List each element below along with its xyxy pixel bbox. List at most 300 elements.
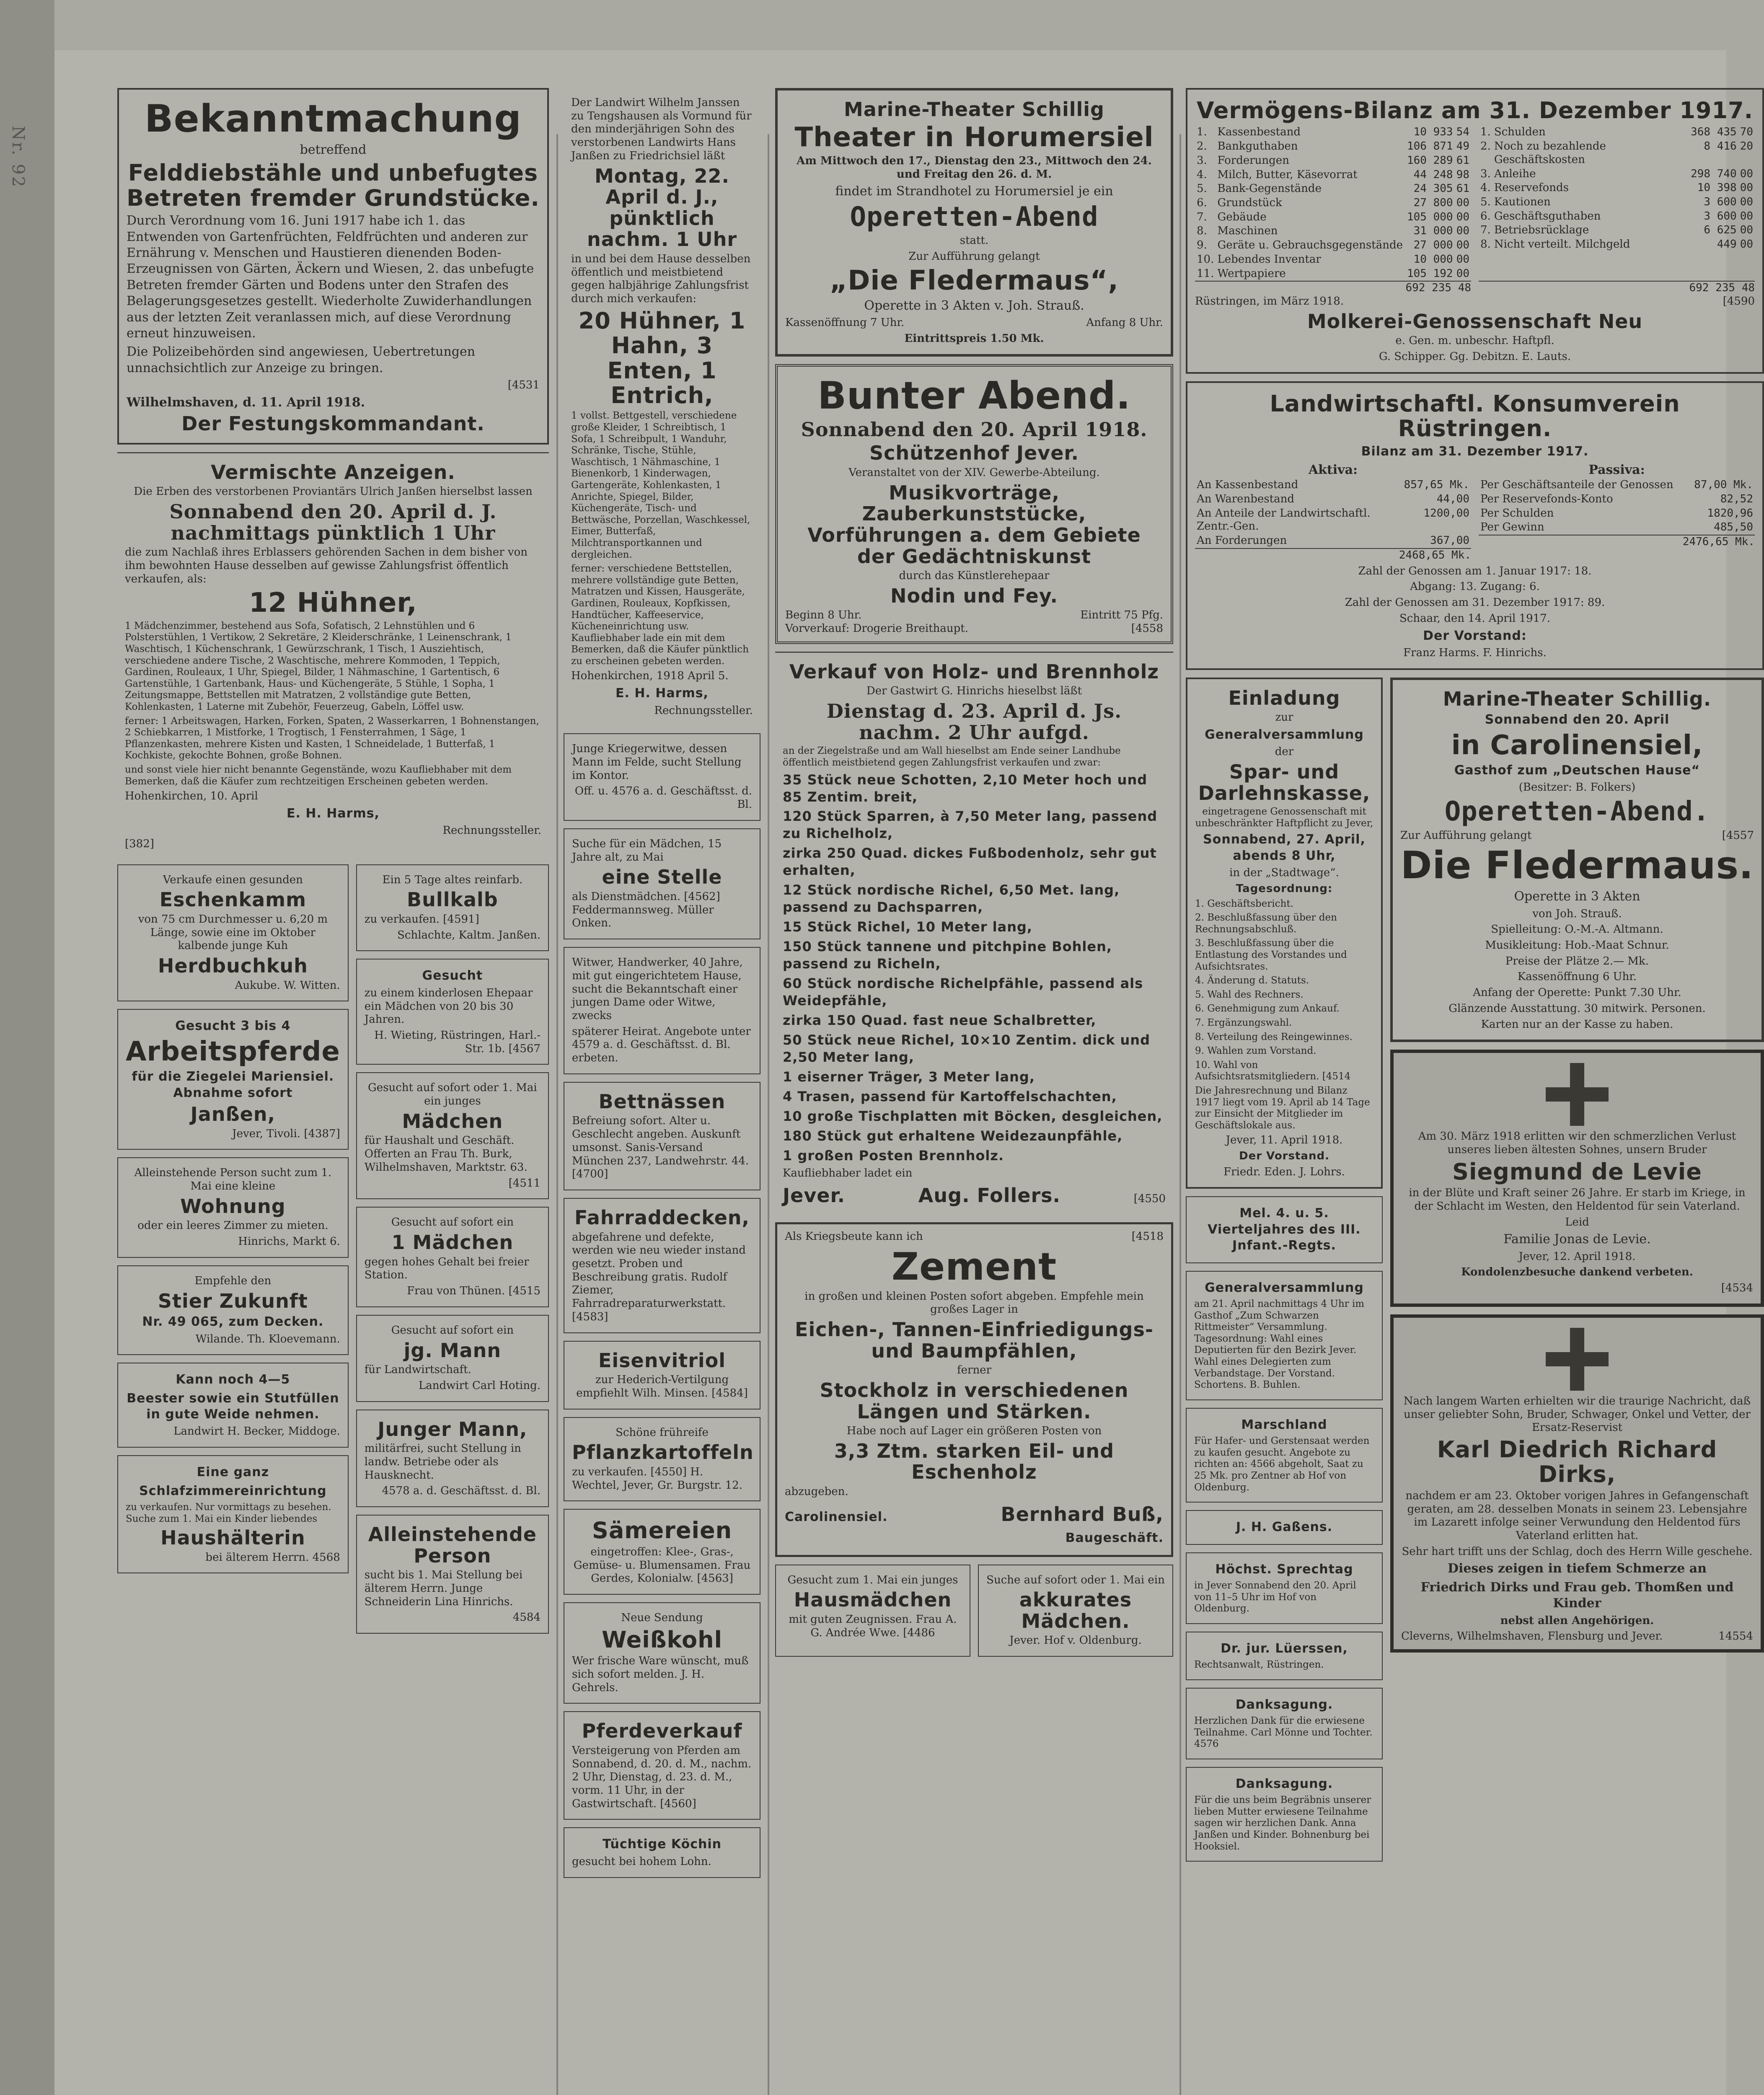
iron-cross-icon (1546, 1063, 1609, 1126)
ad-headline: Junger Mann, (378, 1417, 528, 1441)
ad-desc: in Jever Sonnabend den 20. April von 11–5 Uhr im Hof von Oldenburg. (1194, 1580, 1356, 1614)
table-cell: 00 (1456, 196, 1469, 209)
zement-h2: Stockholz in verschiedenen Längen und Stärken. (820, 1379, 1129, 1423)
table-cell: 3. (1197, 154, 1207, 167)
table-cell: 367,00 (1430, 534, 1469, 547)
table-row (1195, 534, 1471, 548)
small-ad (356, 1515, 549, 1634)
ad-desc: zu verkaufen. [4550] H. Wechtel, Jever, Gr. Burgstr. 12. (572, 1465, 742, 1492)
agenda-item: 5. Wahl des Rechners. (1195, 989, 1304, 1000)
konsum-board: Der Vorstand: (1423, 628, 1527, 643)
table-cell: 70 (1740, 126, 1753, 139)
bunter-org: Veranstaltet von der XIV. Gewerbe-Abteilung. (848, 466, 1100, 479)
bilanz-org-2: e. Gen. m. unbeschr. Haftpfl. (1395, 334, 1554, 347)
einladung-note: Die Jahresrechnung und Bilanz 1917 liegt vom 19. April ab 14 Tage zur Einsicht der Mitglieder im Geschäftslokale aus. (1195, 1085, 1370, 1131)
konsum-line-1: Zahl der Genossen am 1. Januar 1917: 18. (1358, 564, 1592, 577)
agenda-item: 9. Wahlen zum Vorstand. (1195, 1045, 1317, 1057)
table-cell: 61 (1456, 182, 1469, 195)
bunter-title: Bunter Abend. (817, 373, 1131, 418)
death2-num: 14554 (1718, 1630, 1753, 1643)
ad-name: H. Wieting, Rüstringen, Harl.-Str. 1b. [4567 (374, 1029, 541, 1055)
table-cell: 10. (1197, 253, 1214, 266)
zement-d3: Habe noch auf Lager ein größeren Posten von (846, 1425, 1102, 1438)
ad-headline: jg. Mann (403, 1339, 502, 1362)
holz-verkauf-ad (775, 652, 1173, 1215)
auction-intro-2: die zum Nachlaß ihres Erblassers gehörenden Sachen in dem bisher von ihm bewohnten Hause desselben auf gewisse Zahlungsfrist öffentlich verkaufen, als: (125, 546, 528, 585)
holz-intro: Der Gastwirt G. Hinrichs hieselbst läßt (866, 685, 1082, 698)
konsumverein-bilanz (1186, 381, 1764, 670)
col4-small-ads (1186, 1196, 1383, 1862)
table-cell: Betriebsrücklage (1494, 224, 1589, 237)
table-cell: Per Reservefonds-Konto (1480, 493, 1613, 506)
section-title: Vermischte Anzeigen. (211, 460, 455, 484)
vermoegens-bilanz (1186, 88, 1764, 374)
holz-num: [4550 (1133, 1192, 1166, 1205)
theater-horumersiel-ad (775, 88, 1173, 357)
ad-text: Gesucht auf sofort oder 1. Mai ein junges (368, 1081, 537, 1108)
auction-date: Sonnabend den 20. April d. J. nachmittags pünktlich 1 Uhr (169, 500, 497, 544)
marine-by: von Joh. Strauß. (1532, 907, 1622, 920)
marine-perf: Zur Aufführung gelangt (1400, 829, 1532, 842)
ad-headline: Montag, 22. April d. J., pünktlich nachm. 1 Uhr (587, 164, 737, 251)
ad-text: Suche für ein Mädchen, 15 Jahre alt, zu Mai (572, 837, 722, 864)
einladung-sub2: Generalversammlung (1205, 727, 1364, 742)
ad-desc: Befreiung sofort. Alter u. Geschlecht angeben. Auskunft umsonst. Sanis-Versand München 237, Landwehrstr. 44. [4700] (572, 1115, 749, 1181)
einladung-der: der (1275, 745, 1294, 758)
small-ad (117, 864, 349, 1002)
zement-sign: Bernhard Buß, (1001, 1503, 1164, 1526)
agenda-item: 7. Ergänzungswahl. (1195, 1017, 1292, 1028)
konsum-tables (1195, 462, 1755, 562)
ad-name: Landwirt Carl Hoting. (418, 1379, 541, 1392)
auction-hens: 12 Hühner, (249, 587, 417, 619)
ad-desc: späterer Heirat. Angebote unter 4579 a. d. Geschäftsst. d. Bl. erbeten. (572, 1025, 751, 1065)
ad-desc: in und bei dem Hause desselben öffentlich und meistbietend gegen halbjährige Zahlungsfrist durch mich verkaufen: (571, 252, 751, 305)
marine-num: [4557 (1722, 829, 1754, 842)
small-ad (117, 1363, 349, 1448)
table-row (1195, 125, 1471, 140)
ad-text: Neue Sendung (621, 1611, 703, 1624)
table-cell: Milch, Butter, Käsevorrat (1217, 168, 1358, 181)
table-cell: 7. (1197, 210, 1207, 223)
holz-item: 12 Stück nordische Richel, 6,50 Met. lang, passend zu Dachsparren, (783, 882, 1120, 916)
table-row (1479, 223, 1755, 238)
table-row (1195, 238, 1471, 253)
small-ad (1186, 1688, 1383, 1759)
ad-text: Schöne frühreife (616, 1426, 709, 1439)
ad-name: bei älterem Herrn. 4568 (205, 1551, 340, 1564)
notice-body-2: Die Polizeibehörden sind angewiesen, Uebertretungen unnachsichtlich zur Anzeige zu bringen. (127, 344, 476, 375)
bilanz-place-row (1195, 295, 1755, 308)
table-cell: 2. (1197, 140, 1207, 153)
table-row (1479, 210, 1755, 224)
bilanz-totals (1195, 281, 1755, 295)
bilanz-num: [4590 (1723, 295, 1755, 308)
bilanz-total-right: 692 235 (1689, 282, 1736, 295)
ad-desc: sucht bis 1. Mai Stellung bei älterem Herrn. Junge Schneiderin Lina Hinrichs. (364, 1569, 523, 1608)
small-ad (1186, 1271, 1383, 1400)
ad-desc: für Haushalt und Geschäft. Offerten an Frau Th. Burk, Wilhelmshaven, Marktstr. 63. (364, 1134, 528, 1174)
small-ad (356, 1207, 549, 1307)
table-row (1195, 140, 1471, 154)
ad-name: Wilande. Th. Kloevemann. (195, 1332, 340, 1345)
ad-headline: Eschenkamm (159, 888, 307, 911)
notice-heading: Felddiebstähle und unbefugtes Betreten fremder Grundstücke. (127, 160, 540, 211)
konsum-place: Schaar, den 14. April 1917. (1399, 612, 1551, 625)
theater-begin: Anfang 8 Uhr. (1086, 316, 1163, 329)
table-cell: Wertpapiere (1217, 267, 1286, 280)
table-cell: 8. (1197, 225, 1207, 238)
ad-headline: Weißkohl (601, 1626, 723, 1653)
death1-p1: Am 30. März 1918 erlitten wir den schmerzlichen Verlust unseres lieben ältesten Sohnes, unsern Bruder (1418, 1130, 1736, 1156)
agenda-item: 1. Geschäftsbericht. (1195, 898, 1293, 909)
table-row (1195, 253, 1471, 267)
ad-desc: ferner: verschiedene Bettstellen, mehrere vollständige gute Betten, Matratzen und Kissen, Hausgeräte, Gardinen, Rouleaux, Kopfkissen, Handtücher, Kaffeeservice, Kücheneinrichtung usw. Kaufliebhaber lade ein mit dem Bemerken, daß die Käufer pünktlich zu erscheinen gebeten werden. (571, 563, 749, 667)
ad-desc: Herzlichen Dank für die erwiesene Teilnahme. Carl Mönne und Tochter. 4576 (1194, 1715, 1373, 1750)
death-notice-levie (1390, 1050, 1764, 1307)
marine-show: Operetten-Abend. (1444, 796, 1710, 828)
auction-num: [382] (125, 837, 154, 850)
marine-piece: Die Fledermaus. (1400, 843, 1754, 888)
bunter-begin: Beginn 8 Uhr. (785, 609, 862, 622)
table-cell: 3 600 (1704, 210, 1737, 222)
holz-item: 10 große Tischplatten mit Böcken, desgleichen, (783, 1108, 1163, 1124)
holz-item: 15 Stück Richel, 10 Meter lang, (783, 919, 1033, 935)
ad-name: Aukube. W. Witten. (235, 979, 340, 992)
ad-headline: Marschland (1241, 1417, 1327, 1432)
einladung-org: Spar- und Darlehnskasse, (1198, 760, 1371, 804)
table-cell: 4. (1197, 168, 1207, 181)
holz-item: 50 Stück neue Richel, 10×10 Zentim. dick und 2,50 Meter lang, (783, 1032, 1150, 1065)
zement-d2: ferner (957, 1364, 991, 1377)
table-cell: 00 (1456, 253, 1469, 266)
holz-intro-2: an der Ziegelstraße und am Wall hieselbst am Ende seiner Landhube öffentlich meistbietend gegen Zahlungsfrist verkaufen und zwar: (783, 745, 1121, 768)
marine-hotel: Gasthof zum „Deutschen Hause“ (1454, 763, 1700, 778)
konsum-line-2: Abgang: 13. Zugang: 6. (1410, 580, 1540, 593)
agenda-item: 4. Änderung d. Statuts. (1195, 975, 1309, 986)
ad-headline: Schlafzimmereinrichtung (139, 1483, 327, 1498)
bilanz-left-table (1195, 125, 1471, 281)
bunter-pre: Vorverkauf: Drogerie Breithaupt. (785, 622, 969, 635)
marine-theater-ad (1390, 678, 1764, 1042)
holz-item: 180 Stück gut erhaltene Weidezaunpfähle, (783, 1128, 1123, 1144)
agenda-item: 3. Beschlußfassung über die Entlastung des Vorstandes und Aufsichtsrates. (1195, 938, 1347, 972)
ad-desc: oder ein leeres Zimmer zu mieten. (137, 1219, 328, 1232)
holz-date: Dienstag d. 23. April d. Js. nachm. 2 Uhr aufgd. (826, 700, 1122, 744)
ad-desc: eingetroffen: Klee-, Gras-, Gemüse- u. Blumensamen. Frau Gerdes, Kolonialw. [4563] (573, 1545, 751, 1585)
ad-name: Frau von Thünen. [4515 (407, 1285, 541, 1298)
ad-desc: 1 vollst. Bettgestell, verschiedene große Kleider, 1 Schreibtisch, 1 Sofa, 1 Schreibpult, 1 Wanduhr, Schränke, Tische, Stühle, Waschtisch, 1 Nähmaschine, 1 Bienenkorb, 1 Kinderwagen, Gartengeräte, Kohlenkasten, 1 Anrichte, Spiegel, Bilder, Küchengeräte, Tisch- und Bettwäsche, Porzellan, Waschkessel, Eimer, Butterfaß, Milchtransportkannen und dergleichen. (571, 410, 750, 560)
marine-date: Sonnabend den 20. April (1485, 712, 1670, 727)
col4-lower-left (1186, 678, 1383, 1870)
marine-lead: Spielleitung: O.-M.-A. Altmann. (1491, 923, 1663, 936)
death2-name: Karl Diedrich Richard Dirks, (1437, 1436, 1717, 1488)
table-cell: Gebäude (1217, 210, 1267, 223)
iron-cross-icon (1546, 1328, 1609, 1391)
theater-times (785, 316, 1163, 330)
small-ad (1186, 1408, 1383, 1503)
table-cell: 00 (1456, 267, 1469, 280)
table-row (1479, 238, 1755, 252)
ad-headline: Eisenvitriol (598, 1349, 726, 1372)
small-ad (564, 947, 760, 1074)
small-ad (775, 1565, 970, 1657)
ad-desc: gesucht bei hohem Lohn. (572, 1855, 711, 1868)
table-row (1195, 168, 1471, 182)
table-cell: Schulden (1494, 126, 1546, 139)
bilanz-tables (1195, 125, 1755, 281)
col3-bottom-ads (775, 1565, 1173, 1665)
table-cell: 8. (1480, 238, 1491, 251)
table-cell: 298 740 (1691, 167, 1737, 180)
small-ad (564, 1711, 760, 1820)
table-cell: 106 871 (1407, 140, 1453, 153)
ad-headline: Fahrraddecken, (574, 1206, 750, 1229)
auction-list-3: und sonst viele hier nicht benannte Gegenstände, wozu Kaufliebhaber mit dem Bemerken, daß die Käufer zum rechtzeitigen Erscheinen gebeten werden. (125, 764, 512, 787)
einladung-tag: Tagesordnung: (1236, 882, 1333, 895)
konsum-line-3: Zahl der Genossen am 31. Dezember 1917: 89. (1345, 596, 1605, 609)
ad-text: Gesucht 3 bis 4 (175, 1019, 291, 1034)
holz-item: 1 großen Posten Brennholz. (783, 1147, 1004, 1164)
table-cell: 5. (1480, 195, 1491, 208)
ad-headline: Wohnung (180, 1195, 286, 1218)
table-cell: An Kassenbestand (1197, 478, 1298, 491)
ad-desc: zu einem kinderlosen Ehepaar ein Mädchen von 20 bis 30 Jahren. (364, 986, 533, 1026)
notice-title: Bekanntmachung (145, 97, 522, 141)
ad-text: Junge Kriegerwitwe, dessen Mann im Felde, sucht Stellung im Kontor. (572, 742, 742, 782)
theater-at: findet im Strandhotel zu Horumersiel je ein (835, 184, 1113, 199)
konsum-total-p: 2476,65 Mk. (1479, 535, 1755, 549)
page-edge (0, 0, 54, 2095)
ad-desc: Wer frische Ware wünscht, muß sich sofort melden. J. H. Gehrels. (572, 1655, 749, 1694)
ad-text: Gesucht auf sofort ein (391, 1216, 514, 1229)
death1-fam: Familie Jonas de Levie. (1503, 1232, 1651, 1247)
death1-num: [4534 (1721, 1282, 1753, 1295)
table-cell: 24 305 (1413, 182, 1453, 195)
marine-perf-row (1400, 829, 1754, 843)
table-cell: 11. (1197, 267, 1214, 280)
konsum-left-table (1195, 478, 1471, 548)
ad-headline-2: Herdbuchkuh (158, 954, 308, 978)
ad-text: Empfehle den (194, 1274, 272, 1287)
auction-list: 1 Mädchenzimmer, bestehend aus Sofa, Sofatisch, 2 Lehnstühlen und 6 Polsterstühlen, 1 Vertikow, 2 Sekretäre, 2 Kleiderschränke, 1 Leinenschrank, 1 Waschtisch, 1 Küchenschrank, 1 Gewürzschrank, 1 Tisch, 1 Ausziehtisch, verschiedene andere Tische, 2 Waschtische, mehrere Kommoden, 1 Teppich, Gardinen, Rouleaux, 1 Uhr, Spiegel, Bilder, 1 Nähmaschine, 1 Gartentisch, 6 Gartenstühle, 1 Gartenbank, Haus- und Küchengeräte, 5 Stühle, 1 Sopha, 1 Zeitungsmappe, Bettstellen mit Matratzen, 2 vollständige gute Betten, Kohlenkasten, 1 Laterne mit Zubehör, Feuerzeug, Gabeln, Löffel usw. (125, 620, 512, 712)
table-cell: Per Schulden (1480, 507, 1554, 520)
table-row (1479, 507, 1755, 521)
table-cell: Noch zu bezahlende Geschäftskosten (1494, 140, 1606, 166)
ad-desc: zu verkaufen. Nur vormittags zu besehen. Suche zum 1. Mai ein Kinder liebendes (126, 1501, 331, 1524)
table-cell: An Anteile der Landwirtschaftl. Zentr.-Gen. (1197, 507, 1371, 533)
bilanz-right-table (1479, 125, 1755, 251)
bunter-date: Sonnabend den 20. April 1918. (801, 418, 1148, 441)
table-cell: 105 192 (1407, 267, 1453, 280)
auction-ad (564, 88, 760, 726)
death2-p2: nachdem er am 23. Oktober vorigen Jahres in Gefangenschaft geraten, am 28. desselben Monats in seinem 23. Lebensjahre im Lazarett infolge seiner Verwundung den Heldentod fürs Vaterland erlitten hat. (1405, 1489, 1749, 1542)
konsum-right-table (1479, 478, 1755, 535)
einladung-ad (1186, 678, 1383, 1189)
auction-list-2: ferner: 1 Arbeitswagen, Harken, Forken, Spaten, 2 Wasserkarren, 1 Bohnenstangen, 2 Schiebkarren, 1 Mistforke, 1 Trogtisch, 1 Fensterrahmen, 1 Säge, 1 Pflanzenkasten, mehrere Kisten und Kasten, 1 Schneidelade, 1 Butterfaß, 1 Kochkiste, gekochte Bohnen, große Bohnen. (125, 715, 539, 761)
table-cell: 00 (1740, 224, 1753, 237)
ad-headline: Alleinstehende Person (368, 1523, 537, 1567)
ad-headline: Sämereien (592, 1517, 732, 1544)
table-cell: Forderungen (1217, 154, 1289, 167)
theater-price: Eintrittspreis 1.50 Mk. (904, 332, 1044, 345)
ad-name: 4578 a. d. Geschäftsst. d. Bl. (382, 1485, 541, 1498)
agenda-item: 8. Verteilung des Reingewinnes. (1195, 1031, 1353, 1042)
small-ad (564, 1198, 760, 1333)
einladung-names: Friedr. Eden. J. Lohrs. (1223, 1165, 1345, 1178)
zement-h1: Eichen-, Tannen-Einfriedigungs- und Baumpfählen, (795, 1318, 1154, 1362)
table-cell: 00 (1456, 239, 1469, 252)
table-cell: 449 (1717, 238, 1737, 251)
table-cell: An Forderungen (1197, 534, 1287, 547)
table-cell: 00 (1456, 225, 1469, 238)
table-cell: 27 800 (1413, 196, 1453, 209)
small-ad (117, 1455, 349, 1573)
table-cell: 1200,00 (1423, 507, 1469, 520)
ad-headline: J. H. Gaßens. (1236, 1520, 1333, 1535)
ad-name: 4584 (512, 1611, 541, 1624)
bilanz-total-right-pf: 48 (1741, 282, 1755, 295)
zement-d4: abzugeben. (785, 1485, 848, 1498)
ad-name: [4511 (508, 1177, 541, 1190)
table-row (1479, 181, 1755, 195)
marine-begin: Anfang der Operette: Punkt 7.30 Uhr. (1473, 986, 1681, 999)
ad-name: Jever, Tivoli. [4387] (232, 1127, 340, 1140)
table-cell: 44,00 (1436, 493, 1469, 506)
table-cell: Anleihe (1494, 167, 1536, 180)
table-cell: 20 (1740, 140, 1753, 153)
bilanz-board: G. Schipper. Gg. Debitzn. E. Lauts. (1379, 350, 1571, 363)
einladung-board: Der Vorstand. (1239, 1150, 1329, 1163)
death1-name: Siegmund de Levie (1452, 1158, 1702, 1185)
ad-desc: Für Hafer- und Gerstensaat werden zu kaufen gesucht. Angebote zu richten an: 4566 abgeholt, Saat zu 25 Mk. pro Zentner ab Hof von Oldenburg. (1194, 1435, 1370, 1493)
holz-title: Verkauf von Holz- und Brennholz (789, 660, 1159, 683)
einladung-place: in der „Stadtwage“. (1229, 866, 1339, 879)
zement-ad (775, 1222, 1173, 1557)
table-row (1479, 125, 1755, 140)
ad-text: Kann noch 4—5 (176, 1372, 290, 1387)
small-ad (1186, 1632, 1383, 1680)
table-row (1479, 195, 1755, 210)
ad-text: Witwer, Handwerker, 40 Jahre, mit gut eingerichtetem Hause, sucht die Bekanntschaft einer jungen Dame oder Witwe, zwecks (572, 956, 743, 1022)
einladung-title: Einladung (1228, 686, 1340, 709)
small-ad (356, 959, 549, 1065)
zement-d1: in großen und kleinen Posten sofort abgeben. Empfehle mein großes Lager in (804, 1290, 1144, 1316)
table-cell: 6 625 (1704, 224, 1737, 237)
notice-signature: Der Festungskommandant. (181, 412, 485, 435)
ad-desc: Off. u. 4576 a. d. Geschäftsst. d. Bl. (574, 785, 752, 811)
small-ad (564, 733, 760, 821)
column-4 (1186, 88, 1764, 2095)
ad-headline: Mel. 4. u. 5. Vierteljahres des III. Jnfant.-Regts. (1208, 1206, 1361, 1253)
table-cell: 160 289 (1407, 154, 1453, 167)
table-cell: Reservefonds (1494, 181, 1569, 194)
table-cell: 1. (1480, 126, 1491, 139)
table-row (1479, 520, 1755, 535)
konsum-passiva: Passiva: (1588, 462, 1645, 477)
ad-name: Hinrichs, Markt 6. (238, 1235, 340, 1248)
table-row (1195, 492, 1471, 507)
konsum-title: Landwirtschaftl. Konsumverein Rüstringen. (1270, 390, 1680, 442)
ad-headline: Hausmädchen (794, 1588, 952, 1611)
zement-role: Baugeschäft. (1065, 1531, 1164, 1546)
table-cell: Per Geschäftsanteile der Genossen (1480, 478, 1673, 491)
table-cell: 44 248 (1413, 168, 1453, 181)
table-cell: 10 933 (1413, 126, 1453, 139)
table-row (1195, 478, 1471, 492)
auction-role: Rechnungssteller. (442, 824, 541, 837)
marine-open: Kassenöffnung 6 Uhr. (1517, 970, 1637, 983)
table-cell: 105 000 (1407, 210, 1453, 223)
ad-desc: militärfrei, sucht Stellung in landw. Betriebe oder als Hausknecht. (364, 1442, 521, 1482)
agenda-item: 2. Beschlußfassung über den Rechnungsabschluß. (1195, 912, 1337, 935)
holz-item: 35 Stück neue Schotten, 2,10 Meter hoch und 85 Zentim. breit, (783, 771, 1148, 805)
death2-place: Cleverns, Wilhelmshaven, Flensburg und Jever. (1401, 1630, 1663, 1643)
table-row (1479, 478, 1755, 492)
ad-headline: Dr. jur. Lüerssen, (1221, 1641, 1348, 1656)
einladung-date: Sonnabend, 27. April, abends 8 Uhr, (1203, 832, 1366, 863)
zement-h3: 3,3 Ztm. starken Eil- und Eschenholz (834, 1439, 1115, 1484)
column-1 (117, 88, 549, 2095)
holz-list (783, 771, 1166, 1164)
death2-place-row (1401, 1630, 1753, 1643)
ad-headline: 1 Mädchen (391, 1231, 514, 1254)
table-cell: An Warenbestand (1197, 493, 1295, 506)
small-ad (356, 1315, 549, 1402)
holz-item: zirka 150 Quad. fast neue Schalbretter, (783, 1012, 1097, 1028)
agenda-item: 6. Genehmigung zum Ankauf. (1195, 1003, 1340, 1014)
table-cell: 6. (1197, 196, 1207, 209)
small-ad (1186, 1552, 1383, 1624)
table-cell: 61 (1456, 154, 1469, 167)
table-cell: 87,00 Mk. (1694, 478, 1753, 491)
bilanz-total-left-pf: 48 (1458, 282, 1471, 295)
ad-headline: eine Stelle (602, 866, 722, 889)
death2-sig: Friedrich Dirks und Frau geb. Thomßen und Kinder (1420, 1580, 1734, 1611)
holz-item: 60 Stück nordische Richelpfähle, passend als Weidepfähle, (783, 975, 1143, 1009)
table-cell: 00 (1456, 210, 1469, 223)
table-cell: Kassenbestand (1217, 126, 1301, 139)
table-cell: 7. (1480, 224, 1491, 237)
ad-headline: Beester sowie ein Stutfüllen in gute Weide nehmen. (127, 1391, 339, 1422)
zement-title: Zement (891, 1244, 1057, 1289)
table-cell: Bank-Gegenstände (1217, 182, 1322, 195)
ad-desc: für Landwirtschaft. (364, 1363, 471, 1376)
ad-text: Gesucht auf sofort ein (391, 1324, 514, 1337)
holz-sign: Aug. Follers. (918, 1184, 1060, 1207)
theater-open: Kassenöffnung 7 Uhr. (785, 316, 905, 329)
small-ad (564, 1509, 760, 1595)
einladung-place2: Jever, 11. April 1918. (1226, 1134, 1343, 1147)
ad-name: Landwirt H. Becker, Middoge. (173, 1425, 340, 1438)
ad-text: Ein 5 Tage altes reinfarb. (382, 873, 523, 886)
einladung-list (1195, 898, 1373, 1083)
ad-text: Hohenkirchen, 1918 April 5. (571, 670, 729, 683)
zement-intro: Als Kriegsbeute kann ich (785, 1230, 923, 1243)
table-cell: 00 (1740, 181, 1753, 194)
col4-lower-right (1390, 678, 1764, 1870)
table-row (1195, 267, 1471, 281)
theater-piece: „Die Fledermaus“, (830, 265, 1119, 296)
konsum-sub: Bilanz am 31. Dezember 1917. (1361, 444, 1589, 459)
table-cell: Lebendes Inventar (1217, 253, 1321, 266)
table-row (1195, 507, 1471, 534)
death1-leid: Leid (1565, 1216, 1589, 1229)
table-cell: 49 (1456, 140, 1469, 153)
table-cell: 368 435 (1691, 126, 1737, 139)
table-cell: Maschinen (1217, 225, 1278, 238)
small-ad (564, 828, 760, 939)
